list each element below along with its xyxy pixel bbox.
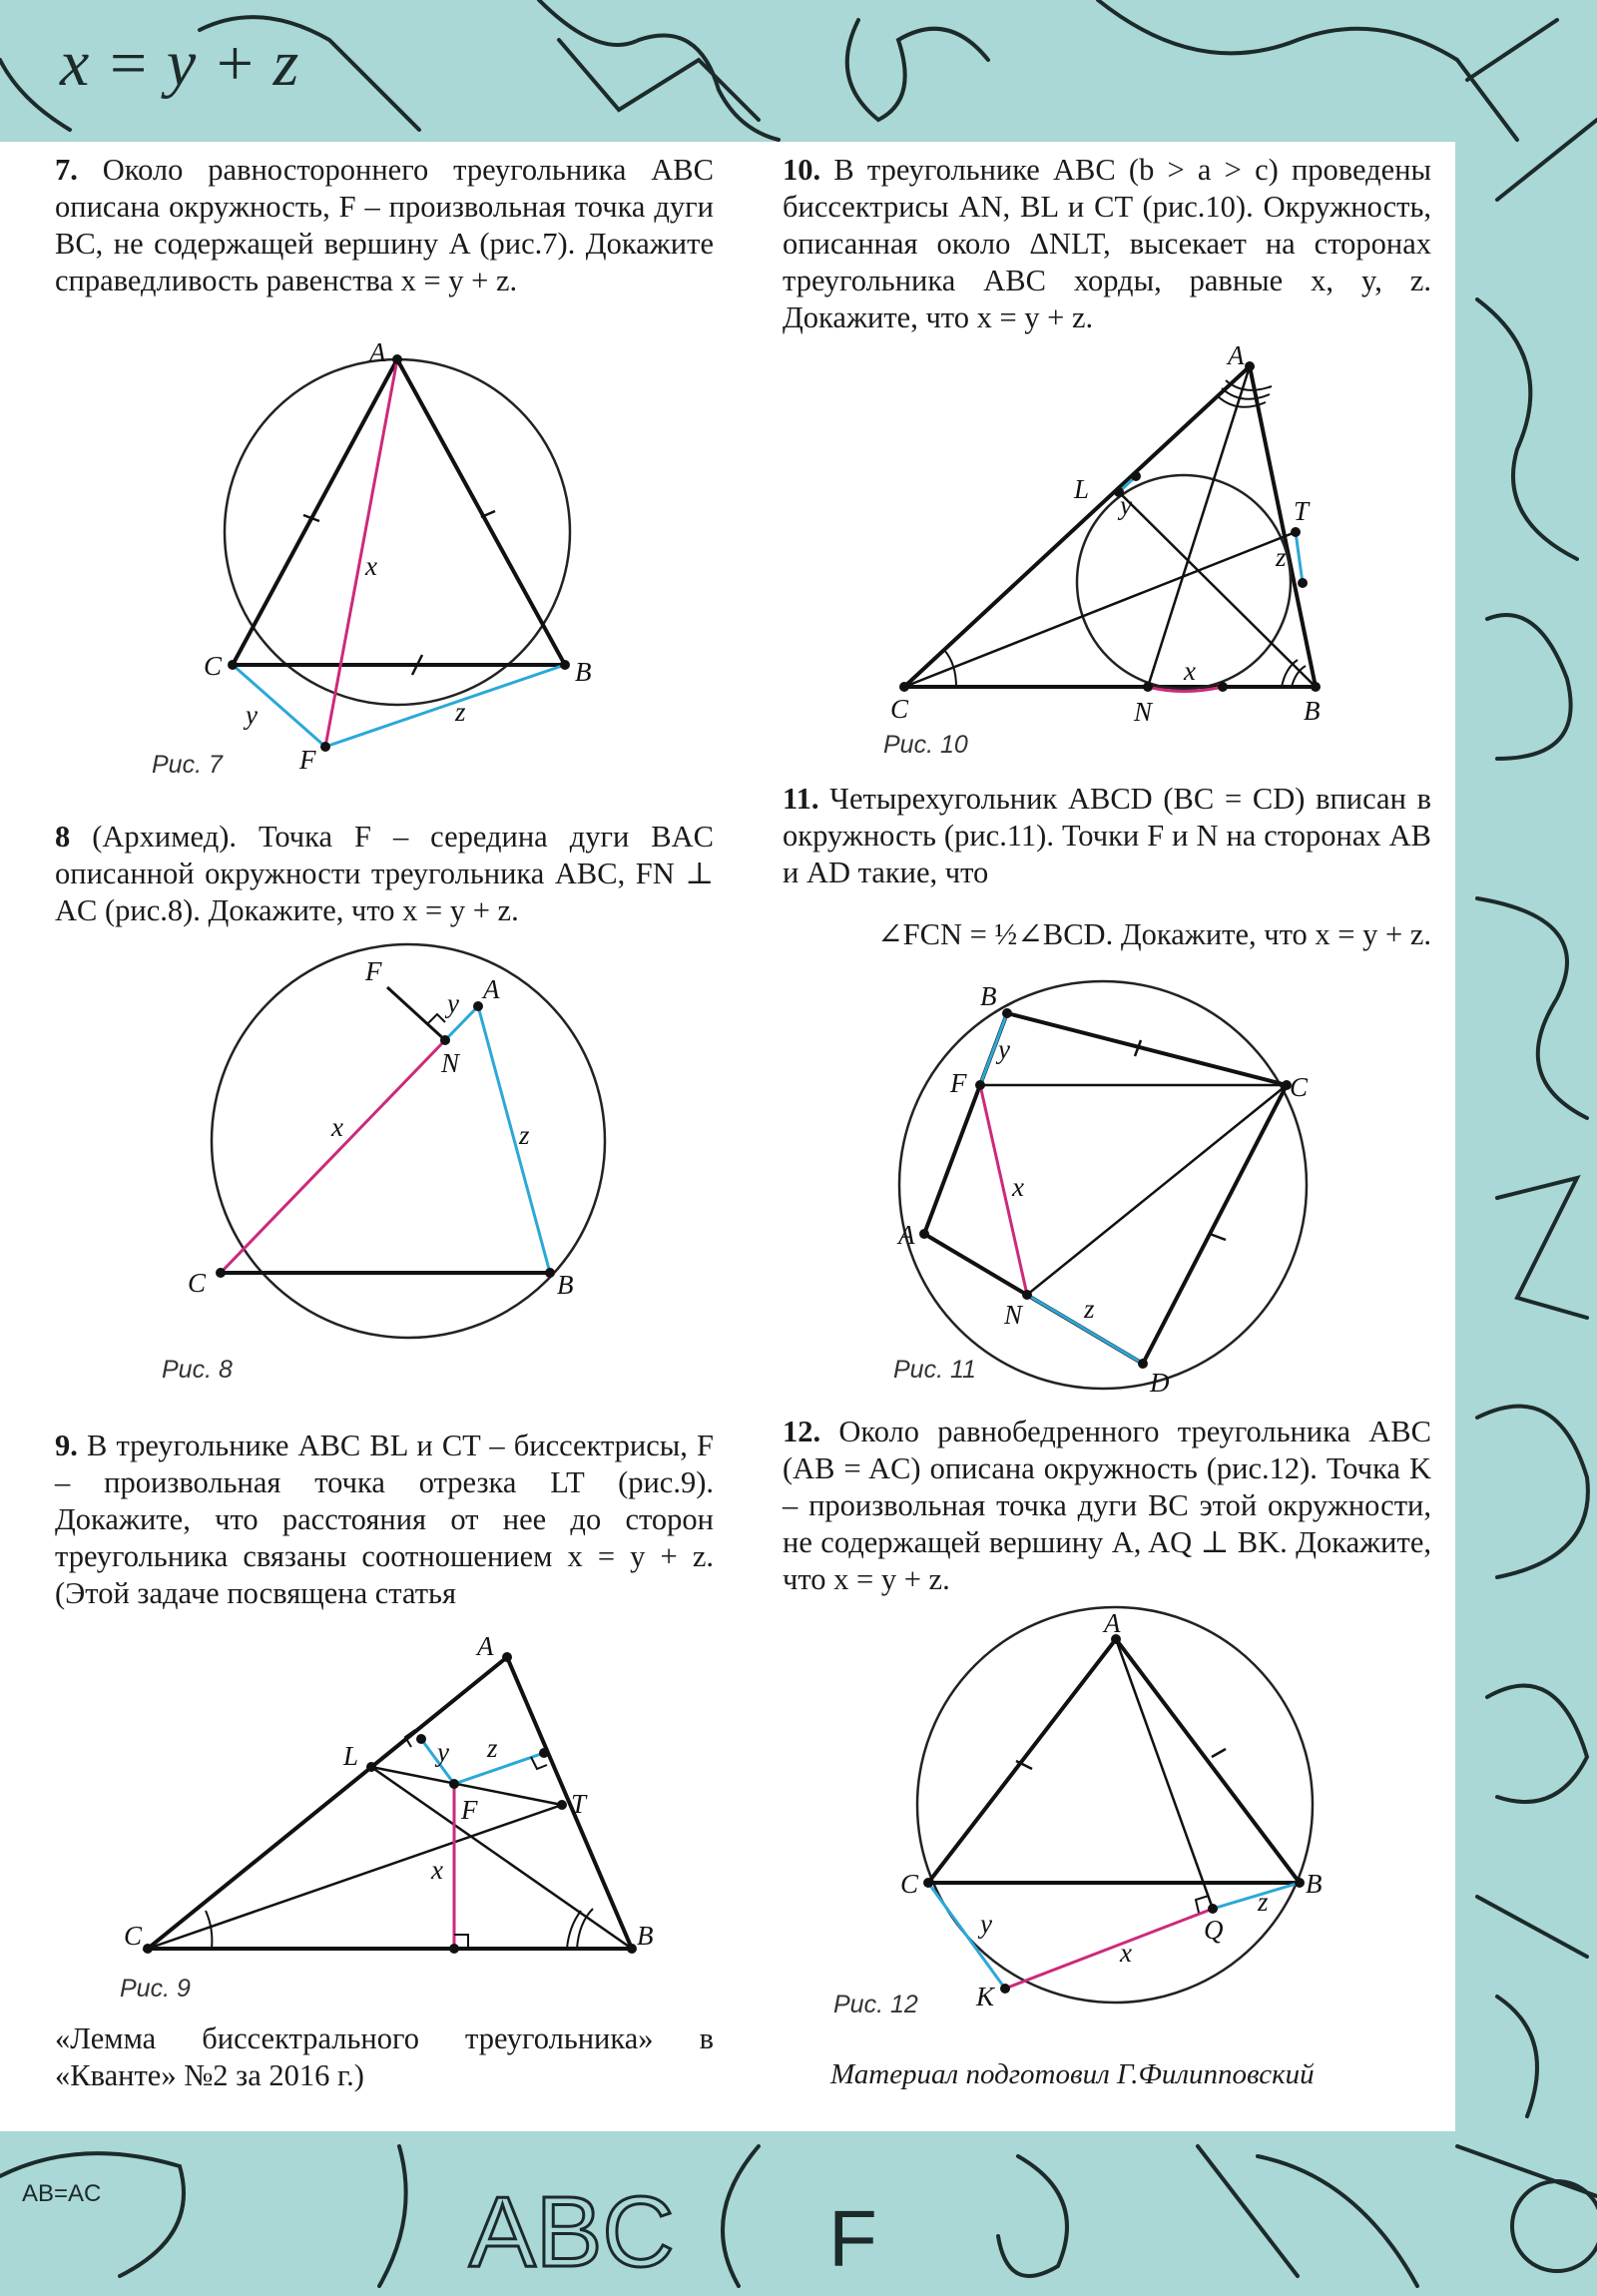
svg-text:C: C (124, 1921, 143, 1951)
caption-fig-8: Рис. 8 (162, 1356, 233, 1384)
caption-fig-9: Рис. 9 (120, 1975, 191, 2003)
svg-text:B: B (1306, 1869, 1323, 1899)
svg-text:B: B (980, 981, 997, 1011)
svg-text:y: y (998, 1034, 1010, 1064)
svg-text:N: N (1004, 1300, 1023, 1330)
svg-text:A: A (483, 974, 500, 1004)
caption-fig-7: Рис. 7 (152, 751, 223, 779)
caption-fig-10: Рис. 10 (883, 731, 968, 759)
svg-text:C: C (204, 651, 223, 681)
problem-9: 9. В треугольнике ABC BL и CT – биссектрисы, F – произвольная точка отрезка LT (рис.9). Докажите, что расстояния от нее до сторон треугольника связаны соотношением x = y + z. (Этой задаче посвящена статья (55, 1429, 715, 1610)
svg-text:A: A (369, 337, 386, 367)
svg-text:B: B (575, 657, 592, 687)
svg-text:F: F (365, 956, 382, 986)
svg-text:A: A (477, 1631, 494, 1661)
svg-text:z: z (1276, 542, 1287, 572)
scribble-ab-ac: AB=AC (22, 2180, 102, 2207)
svg-text:z: z (1084, 1294, 1095, 1324)
svg-text:C: C (1290, 1072, 1309, 1102)
problem-8: 8 (Архимед). Точка F – середина дуги BAC описанной окружности треугольника ABC, FN ⊥ AC (рис.8). Докажите, что x = y + z. (55, 820, 714, 927)
problem-7: 7. Около равностороннего треугольника ABC описана окружность, F – произвольная точка дуги BC, не содержащей вершину A (рис.7). Докажите справедливость равенства x = y + z. (55, 153, 714, 297)
svg-text:y: y (447, 988, 459, 1018)
svg-text:C: C (188, 1268, 207, 1298)
svg-text:L: L (1074, 474, 1090, 504)
caption-fig-11: Рис. 11 (893, 1356, 976, 1384)
svg-text:D: D (1150, 1368, 1170, 1398)
svg-text:x: x (431, 1855, 443, 1885)
scribble-abc: ABC (469, 2176, 675, 2288)
figure-11 (878, 978, 1337, 1398)
svg-text:F: F (299, 745, 316, 775)
svg-text:z: z (519, 1120, 530, 1150)
problem-10: 10. В треугольнике ABC (b > a > c) проведены биссектрисы AN, BL и CT (рис.10). Окружность, описанная около ΔNLT, высекает на сторонах треугольника ABC хорды, равные x, y, z. Докажите, что x = y + z. (783, 153, 1432, 334)
svg-text:T: T (1294, 496, 1310, 526)
svg-text:A: A (898, 1220, 915, 1250)
problem-11: 11. Четырехугольник ABCD (BC = CD) вписан в окружность (рис.11). Точки F и N на сторонах AB и AD такие, что (783, 782, 1431, 889)
author-credit: Материал подготовил Г.Филипповский (830, 2058, 1315, 2090)
svg-text:y: y (980, 1909, 992, 1939)
problem-11-formula: ∠FCN = ½∠BCD. Докажите, что x = y + z. (877, 917, 1431, 951)
svg-text:x: x (1120, 1938, 1132, 1968)
svg-text:C: C (900, 1869, 919, 1899)
scribble-f: F (828, 2194, 877, 2283)
figure-12 (888, 1608, 1337, 2016)
svg-text:B: B (557, 1270, 574, 1300)
svg-text:y: y (246, 700, 258, 730)
svg-text:L: L (343, 1741, 359, 1771)
svg-text:x: x (331, 1112, 343, 1142)
figure-8 (170, 948, 629, 1328)
figure-10 (878, 340, 1347, 734)
svg-text:z: z (487, 1733, 498, 1763)
problem-9-continuation: «Лемма биссектрального треугольника» в «Кванте» №2 за 2016 г.) (55, 2021, 714, 2092)
svg-text:z: z (455, 697, 466, 727)
svg-text:y: y (1120, 490, 1132, 520)
figure-9 (120, 1627, 654, 1957)
svg-text:Q: Q (1204, 1915, 1224, 1945)
svg-text:N: N (441, 1048, 460, 1078)
svg-text:A: A (1104, 1608, 1121, 1638)
svg-text:x: x (1012, 1172, 1024, 1202)
svg-text:F: F (461, 1795, 478, 1825)
svg-text:F: F (950, 1068, 967, 1098)
svg-text:B: B (637, 1921, 654, 1951)
svg-text:A: A (1228, 340, 1245, 370)
svg-text:T: T (571, 1789, 587, 1819)
svg-text:x: x (1184, 656, 1196, 686)
svg-text:y: y (437, 1737, 449, 1767)
svg-text:N: N (1134, 697, 1153, 727)
caption-fig-12: Рис. 12 (833, 1991, 918, 2018)
scribble-formula: x = y + z (60, 27, 299, 100)
svg-text:x: x (365, 551, 377, 581)
svg-text:z: z (1258, 1887, 1269, 1917)
svg-text:B: B (1304, 696, 1321, 726)
svg-text:K: K (976, 1982, 995, 2011)
problem-12: 12. Около равнобедренного треугольника ABC (AB = AC) описана окружность (рис.12). Точка K – произвольная точка дуги BC этой окружности, не содержащей вершину A, AQ ⊥ BK. Докажите, что x = y + z. (783, 1415, 1431, 1596)
svg-text:C: C (890, 694, 909, 724)
